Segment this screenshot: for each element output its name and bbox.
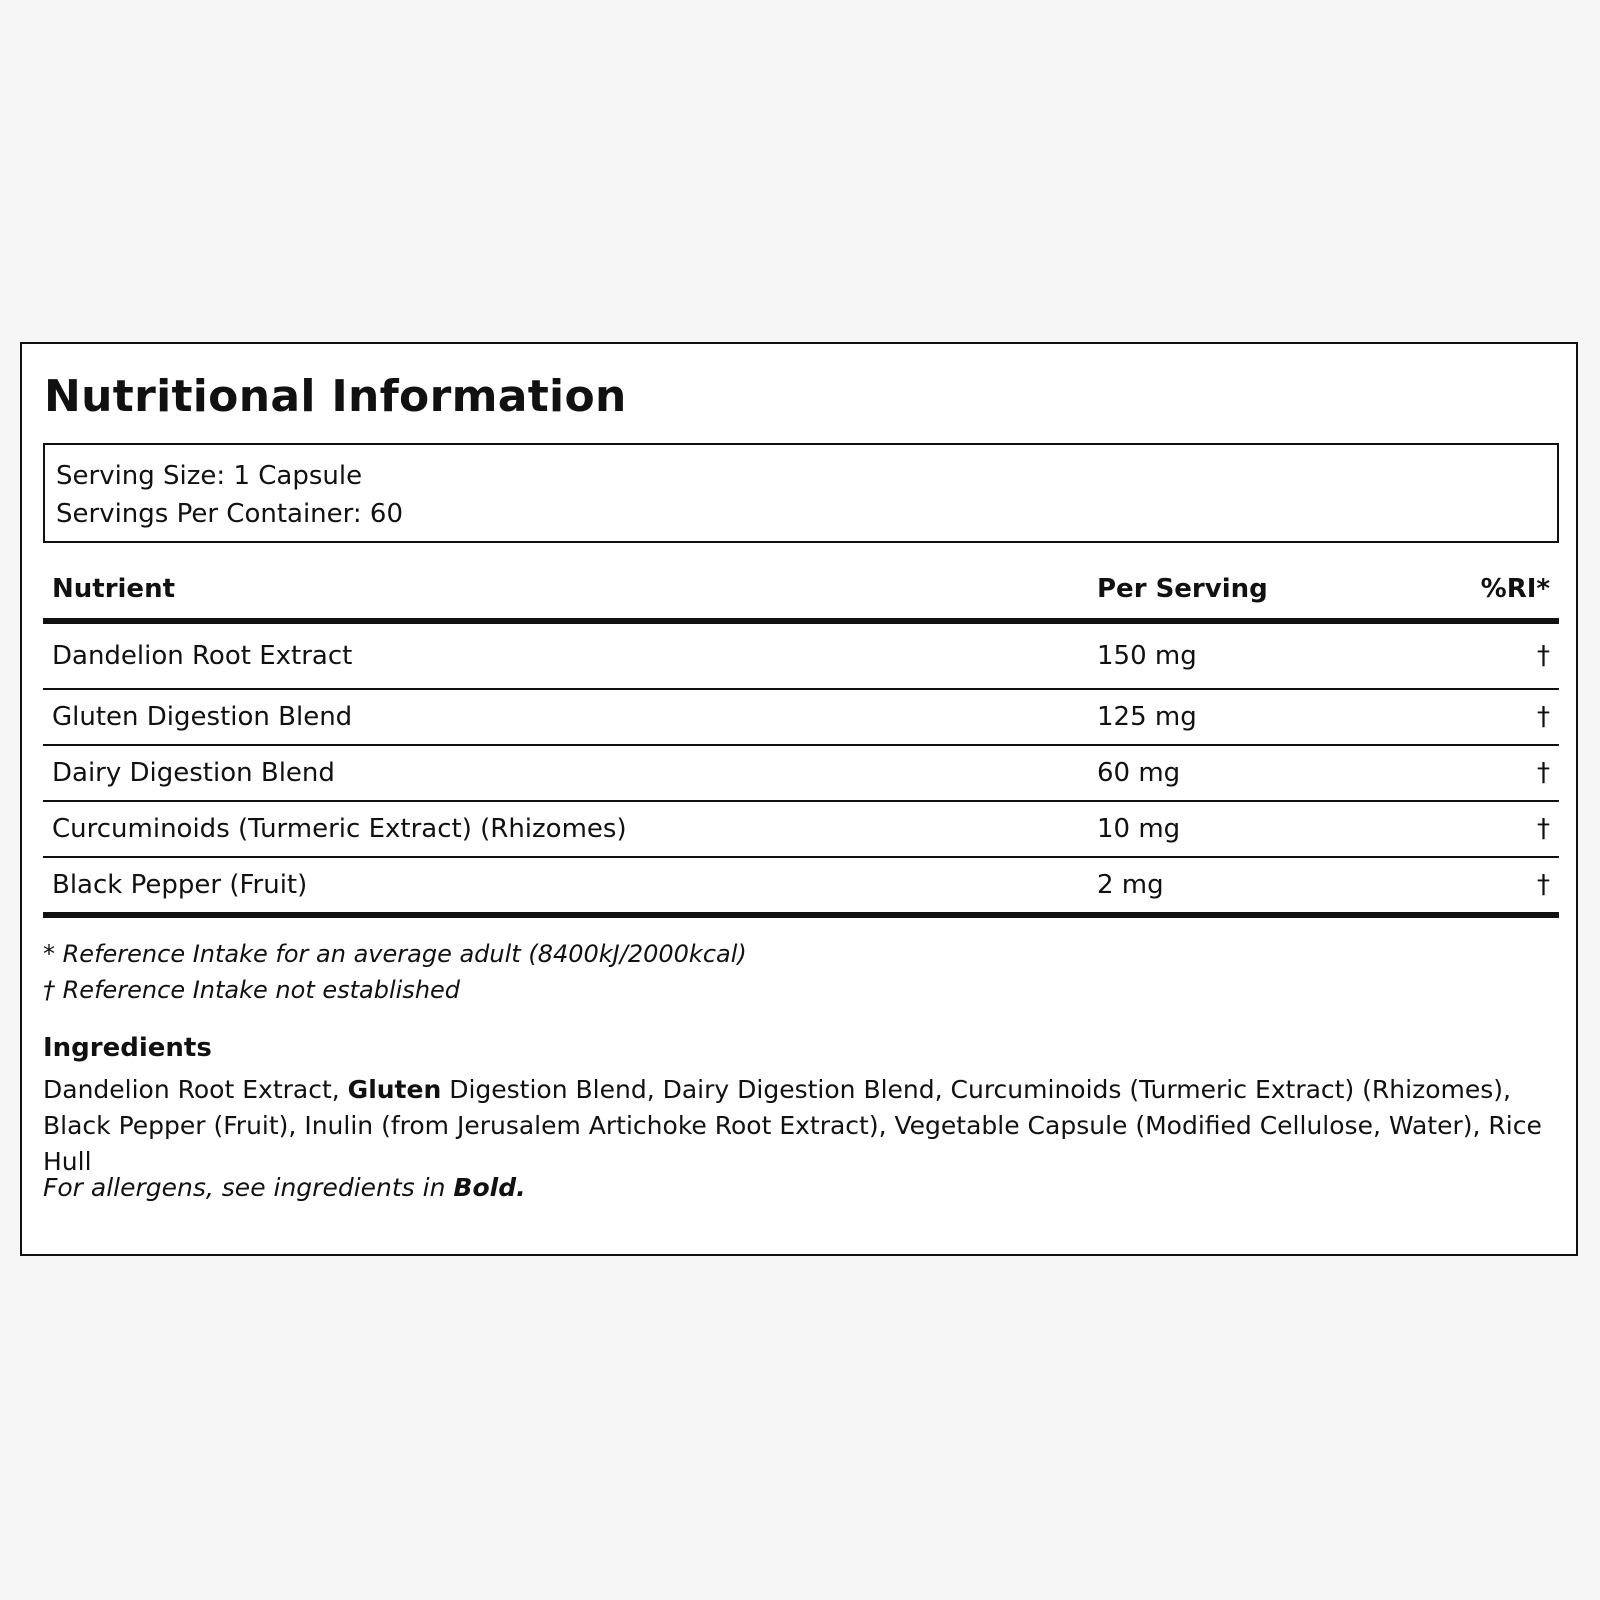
nutrient-ri: † xyxy=(1537,702,1550,732)
footnotes xyxy=(43,936,747,1008)
ingredients-allergen: Gluten xyxy=(347,1075,442,1104)
nutrition-panel xyxy=(20,342,1578,1256)
ingredients-text xyxy=(43,1072,1563,1180)
header-ri: %RI* xyxy=(1480,574,1550,604)
nutrient-amount: 150 mg xyxy=(1097,641,1197,671)
header-per-serving: Per Serving xyxy=(1097,574,1268,604)
serving-info-box xyxy=(43,443,1559,543)
nutrient-ri: † xyxy=(1537,758,1550,788)
nutrient-ri: † xyxy=(1537,814,1550,844)
nutrient-amount: 125 mg xyxy=(1097,702,1197,732)
table-row xyxy=(43,746,1559,802)
ingredients-part-1: Dandelion Root Extract, xyxy=(43,1075,348,1104)
nutrient-name: Black Pepper (Fruit) xyxy=(52,870,308,900)
footnote-dagger: † Reference Intake not established xyxy=(43,976,461,1004)
allergen-note-bold: Bold. xyxy=(453,1173,526,1202)
ingredients-part-2: Digestion Blend, Dairy Digestion Blend, Curcuminoids (Turmeric Extract) (Rhizomes), Black Pepper (Fruit), Inulin (from Jerusalem Artichoke Root Extract), Vegetable Capsule (Modified Cellulose, Water), Rice Hull xyxy=(43,1075,1542,1176)
serving-size: Serving Size: 1 Capsule xyxy=(56,461,363,491)
ingredients-title: Ingredients xyxy=(43,1033,212,1063)
nutrient-ri: † xyxy=(1537,641,1550,671)
table-body xyxy=(43,624,1559,918)
nutrient-name: Dandelion Root Extract xyxy=(52,641,353,671)
allergen-note xyxy=(43,1170,526,1206)
table-row xyxy=(43,858,1559,918)
table-header xyxy=(43,570,1559,624)
nutrient-amount: 10 mg xyxy=(1097,814,1181,844)
table-row xyxy=(43,802,1559,858)
nutrient-table xyxy=(43,570,1559,918)
table-row xyxy=(43,624,1559,690)
servings-per-container: Servings Per Container: 60 xyxy=(56,499,404,529)
header-nutrient: Nutrient xyxy=(52,574,176,604)
nutrient-name: Curcuminoids (Turmeric Extract) (Rhizomes) xyxy=(52,814,627,844)
allergen-note-text: For allergens, see ingredients in xyxy=(43,1173,454,1202)
nutrient-amount: 60 mg xyxy=(1097,758,1181,788)
footnote-ri: * Reference Intake for an average adult (8400kJ/2000kcal) xyxy=(43,940,747,968)
nutrient-name: Gluten Digestion Blend xyxy=(52,702,353,732)
nutrient-amount: 2 mg xyxy=(1097,870,1164,900)
nutrient-name: Dairy Digestion Blend xyxy=(52,758,335,788)
page-title: Nutritional Information xyxy=(44,371,627,422)
nutrient-ri: † xyxy=(1537,870,1550,900)
table-row xyxy=(43,690,1559,746)
